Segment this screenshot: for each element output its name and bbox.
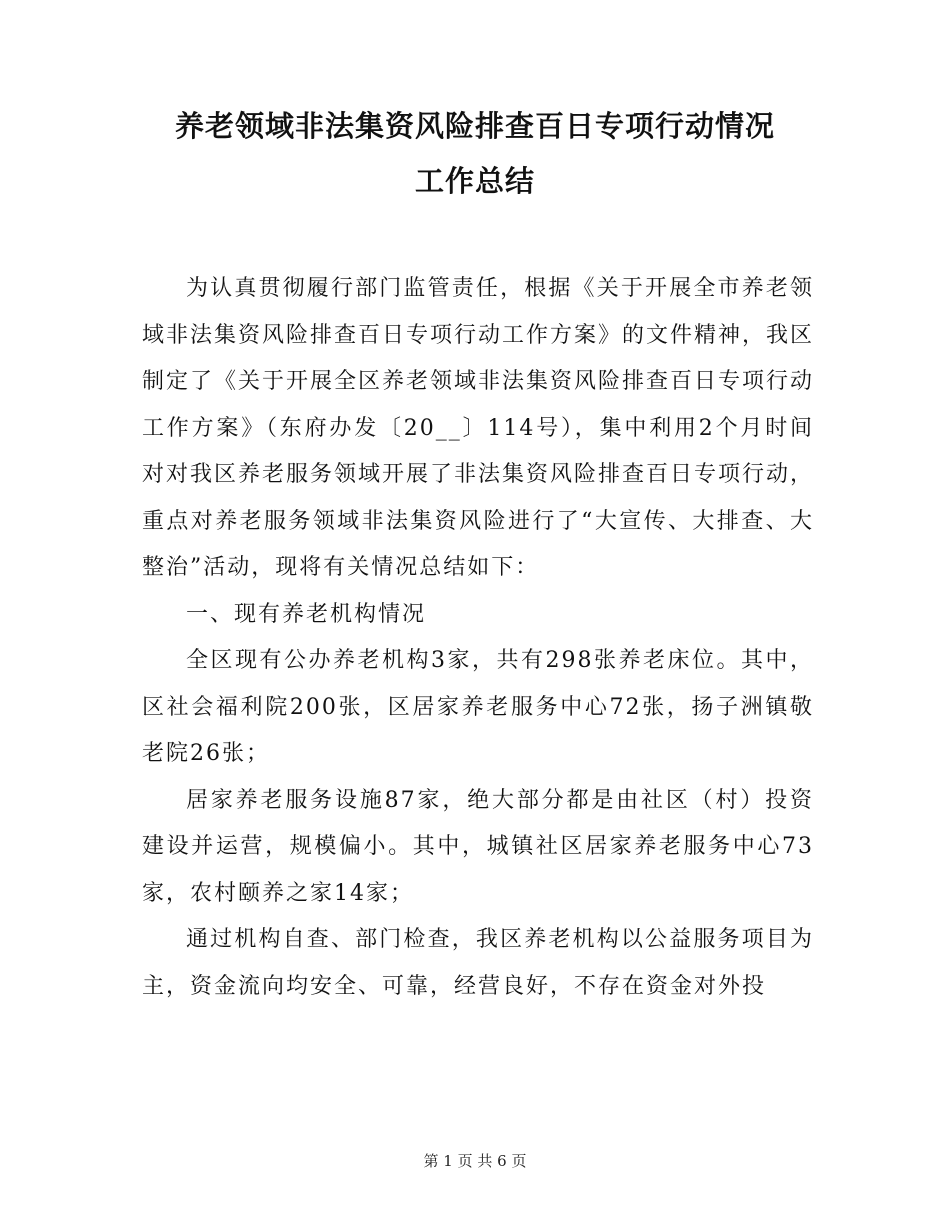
paragraph-inspection-result: 通过机构自查、部门检查，我区养老机构以公益服务项目为主，资金流向均安全、可靠，经营良好，不存在资金对外投 [142,927,814,999]
document-body [142,266,814,1010]
section-heading-1: 一、现有养老机构情况 [186,601,427,627]
paragraph-home-care-facilities: 居家养老服务设施87家，绝大部分都是由社区（村）投资建设并运营，规模偏小。其中，城镇社区居家养老服务中心73家，农村颐养之家14家； [142,787,814,906]
document-title-line-2: 工作总结 [414,164,535,198]
document-title-line-1: 养老领域非法集资风险排查百日专项行动情况 [174,109,775,143]
paragraph-public-institutions: 全区现有公办养老机构3家，共有298张养老床位。其中，区社会福利院200张，区居家养老服务中心72张，扬子洲镇敬老院26张； [142,648,814,766]
paragraph-intro: 为认真贯彻履行部门监管责任，根据《关于开展全市养老领域非法集资风险排查百日专项行动工作方案》的文件精神，我区制定了《关于开展全区养老领域非法集资风险排查百日专项行动工作方案》（东府办发〔20__〕114号），集中利用2个月时间对对我区养老服务领域开展了非法集资风险排查百日专项行动，重点对养老服务领域非法集资风险进行了“大宣传、大排查、大整治”活动，现将有关情况总结如下： [142,276,815,580]
page-number-footer: 第 1 页 共 6 页 [423,1152,527,1170]
